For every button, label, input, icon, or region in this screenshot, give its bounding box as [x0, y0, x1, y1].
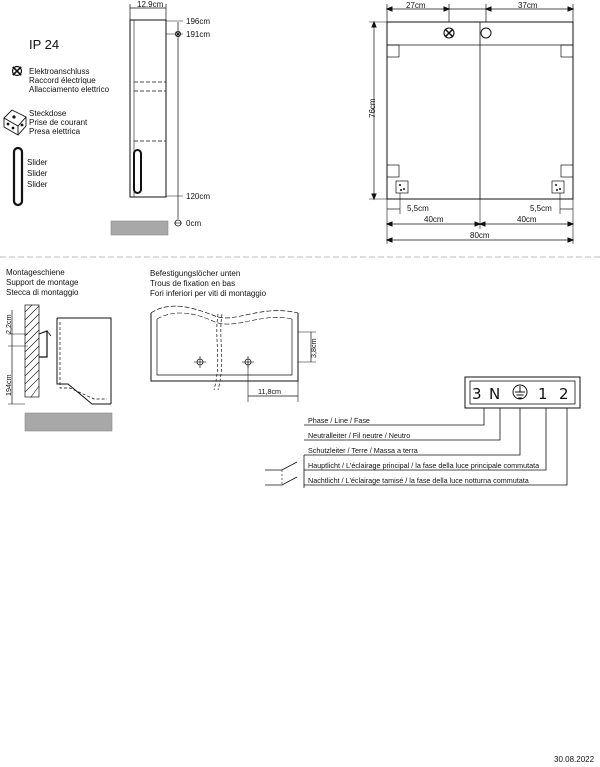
rail-title	[6, 268, 79, 297]
holes-title	[150, 269, 267, 298]
legend	[4, 37, 110, 205]
holes-title-it: Fori inferiori per viti di montaggio	[150, 289, 267, 298]
floor-block	[25, 413, 112, 431]
slider-icon	[14, 148, 22, 205]
dim-2-2: 2,2cm	[4, 314, 13, 334]
dim-inset-right: 5,5cm	[530, 204, 552, 213]
dim-11-8: 11,8cm	[258, 387, 282, 396]
legend-electric-fr: Raccord électrique	[29, 76, 96, 85]
wire-phase-label: Phase / Line / Fase	[308, 416, 370, 425]
dim-0: 0cm	[186, 219, 202, 228]
dim-depth: 12.9cm	[137, 0, 164, 9]
rail-title-de: Montageschiene	[6, 268, 65, 277]
terminal-3: 3	[472, 385, 482, 403]
dim-3-8: 3,8cm	[309, 338, 318, 358]
ip-rating: IP 24	[29, 37, 60, 52]
legend-socket-de: Steckdose	[29, 109, 67, 118]
rail-title-it: Stecca di montaggio	[6, 288, 79, 297]
legend-electric-de: Elektroanschluss	[29, 67, 90, 76]
legend-slider-fr: Slider	[27, 169, 48, 178]
legend-slider-it: Slider	[27, 180, 48, 189]
dim-120: 120cm	[186, 192, 211, 201]
floor-block	[111, 221, 168, 235]
dim-27: 27cm	[406, 1, 426, 10]
holes-title-de: Befestigungslöcher unten	[150, 269, 241, 278]
socket-outlet-icon	[481, 28, 491, 38]
socket-icon	[4, 110, 26, 135]
legend-socket-it: Presa elettrica	[29, 127, 81, 136]
holes-drawing	[151, 306, 316, 402]
dim-194: 194cm	[4, 374, 13, 396]
terminal-1: 1	[538, 385, 548, 403]
terminal-n: N	[489, 385, 501, 403]
dim-width: 80cm	[470, 231, 490, 240]
legend-slider-de: Slider	[27, 158, 48, 167]
dim-191: 191cm	[186, 30, 211, 39]
side-view	[130, 4, 183, 226]
electric-connection-icon	[13, 67, 22, 76]
legend-socket-fr: Prise de courant	[29, 118, 88, 127]
dim-inset-left: 5,5cm	[407, 204, 429, 213]
electric-connection-icon	[444, 28, 454, 38]
wire-neutral-label: Neutralleiter / Fil neutre / Neutro	[308, 431, 411, 440]
legend-electric-it: Allacciamento elettrico	[29, 85, 110, 94]
wire-night-light-label: Nachtlicht / L'éclairage tamisé / la fase della luce notturna commutata	[308, 476, 529, 485]
terminal-2: 2	[559, 385, 569, 403]
rail-title-fr: Support de montage	[6, 278, 79, 287]
drawing-date: 30.08.2022	[554, 755, 595, 764]
dim-76: 76cm	[368, 98, 377, 118]
dim-half-left: 40cm	[424, 215, 444, 224]
rail-drawing	[8, 305, 111, 404]
wire-earth-label: Schutzleiter / Terre / Massa a terra	[308, 446, 418, 455]
holes-title-fr: Trous de fixation en bas	[150, 279, 236, 288]
dim-half-right: 40cm	[517, 215, 537, 224]
dim-196: 196cm	[186, 17, 211, 26]
wire-main-light-label: Hauptlicht / L'éclairage principal / la fase della luce principale commutata	[308, 461, 540, 470]
dim-37: 37cm	[518, 1, 538, 10]
